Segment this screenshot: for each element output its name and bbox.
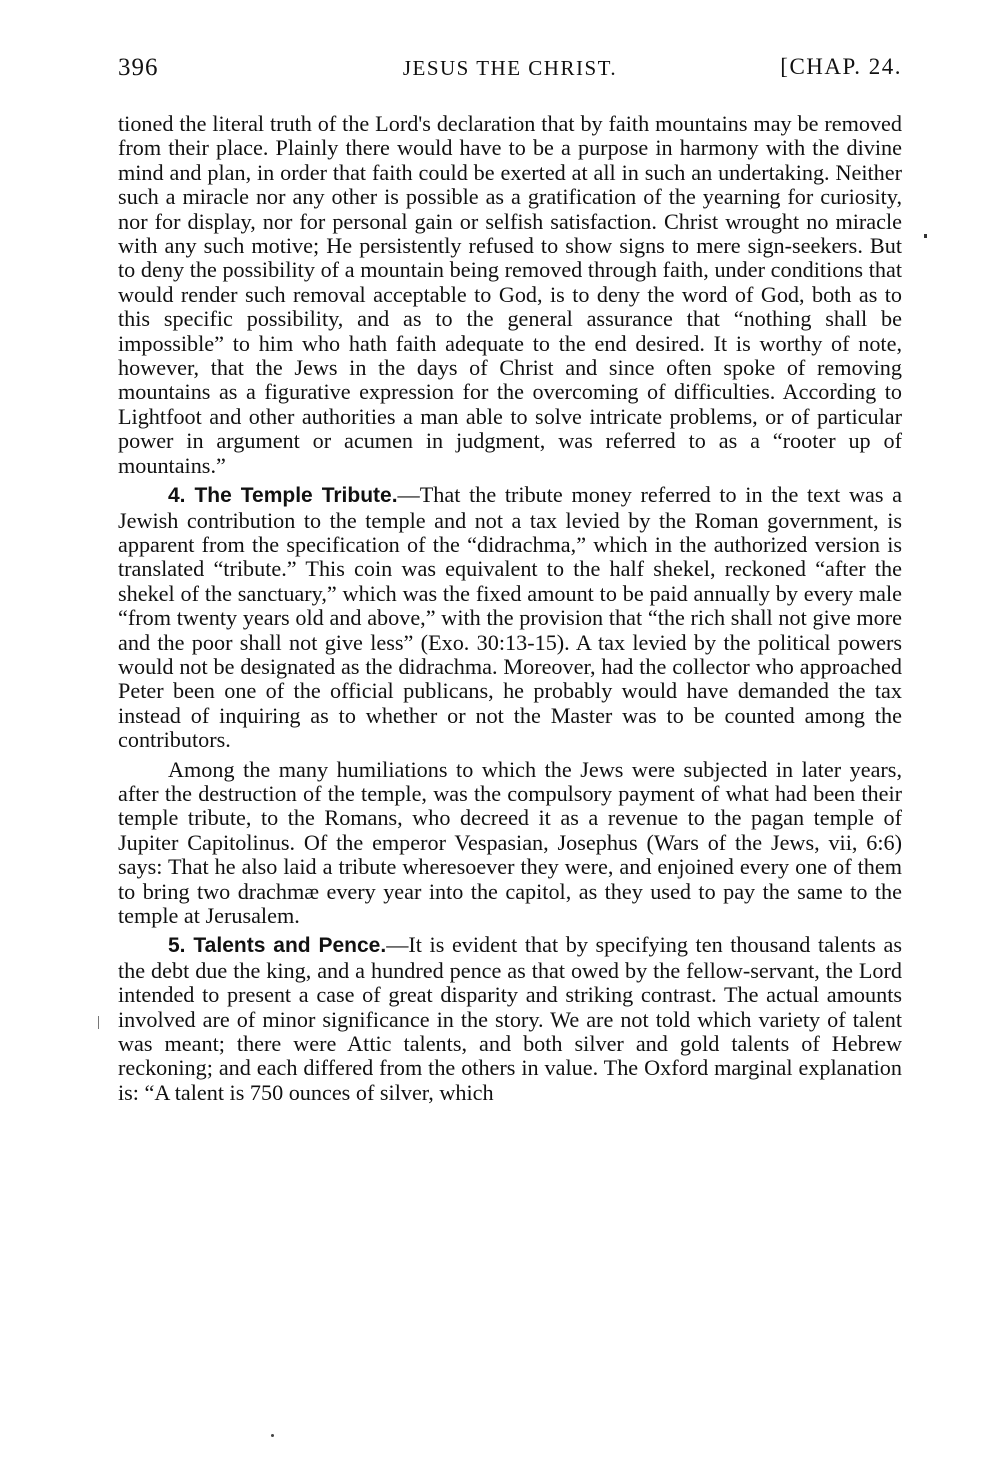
book-page [118,50,902,1105]
chapter-reference: [CHAP. 24. [780,54,902,79]
paragraph-text: —It is evident that by specifying ten thousand talents as the debt due the king, and a hundred pence as that owed by the fellow-servant, the Lord intended to present a case of great disparity and striking contrast. The actual amounts involved are of minor significance in the story. We are not told which variety of talent was meant; there were Attic talents, and both silver and gold talents of Hebrew reckoning; and each differed from the others in value. The Oxford marginal explanation is: “A talent is 750 ounces of silver, which [118,932,902,1105]
body-text [118,112,902,1105]
margin-tick [98,1016,99,1029]
section-heading-talents-and-pence: 5. Talents and Pence. [168,934,387,958]
paragraph-text: tioned the literal truth of the Lord's declaration that by faith mountains may be removed from their place. Plainly there would have to be a purpose in harmony with the divine mind and plan, in order that faith could be exerted at all in such an undertaking. Neither such a miracle nor any other is possible as a gratification of the yearning for curiosity, nor for display, nor for personal gain or selfish satisfaction. Christ wrought no miracle with any such motive; He persistently refused to show signs to mere sign-seekers. But to deny the possibility of a mountain being removed through faith, under conditions that would render such removal acceptable to God, is to deny the word of God, both as to this specific possibility, and as to the general assurance that “nothing shall be impossible” to him who hath faith adequate to the end desired. It is worthy of note, however, that the Jews in the days of Christ and since often spoke of removing mountains as a figurative expression for the overcoming of difficulties. According to Lightfoot and other authorities a man able to solve intricate problems, or of particular power in argument or acumen in judgment, was referred to as a “rooter up of mountains.” [118,111,902,478]
paragraph-temple-tribute [118,483,902,752]
paragraph-talents-and-pence [118,933,902,1105]
paragraph-text: —That the tribute money referred to in the text was a Jewish contribution to the temple and not a tax levied by the Roman government, is apparent from the specification of the “didrachma,” which in the authorized version is translated “tribute.” This coin was equivalent to the half shekel, reckoned “after the shekel of the sanctuary,” which was the fixed amount to be paid annually by every male “from twenty years old and above,” with the provision that “the rich shall not give more and the poor shall not give less” (Exo. 30:13-15). A tax levied by the political powers would not be designated as the didrachma. Moreover, had the collector who approached Peter been one of the official publicans, he probably would have demanded the tax instead of inquiring as to whether or not the Master was to be counted among the contributors. [118,482,902,753]
book-title: JESUS THE CHRIST. [402,56,618,80]
running-header [118,50,902,84]
paragraph-continuation [118,112,902,478]
bottom-speck [271,1434,274,1437]
page-number: 396 [118,54,159,81]
section-heading-temple-tribute: 4. The Temple Tribute. [168,484,398,508]
paragraph-text: Among the many humiliations to which the Jews were subjected in later years, after the destruction of the temple, was the compulsory payment of what had been their temple tribute, to the Romans, who decreed it as a revenue to the pagan temple of Jupiter Capitolinus. Of the emperor Vespasian, Josephus (Wars of the Jews, vii, 6:6) says: That he also laid a tribute wheresoever they were, and enjoined every one of them to bring two drachmæ every year into the capitol, as they used to pay the same to the temple at Jerusalem. [118,756,902,928]
paragraph-humiliations [118,758,902,929]
margin-speck [924,234,927,238]
